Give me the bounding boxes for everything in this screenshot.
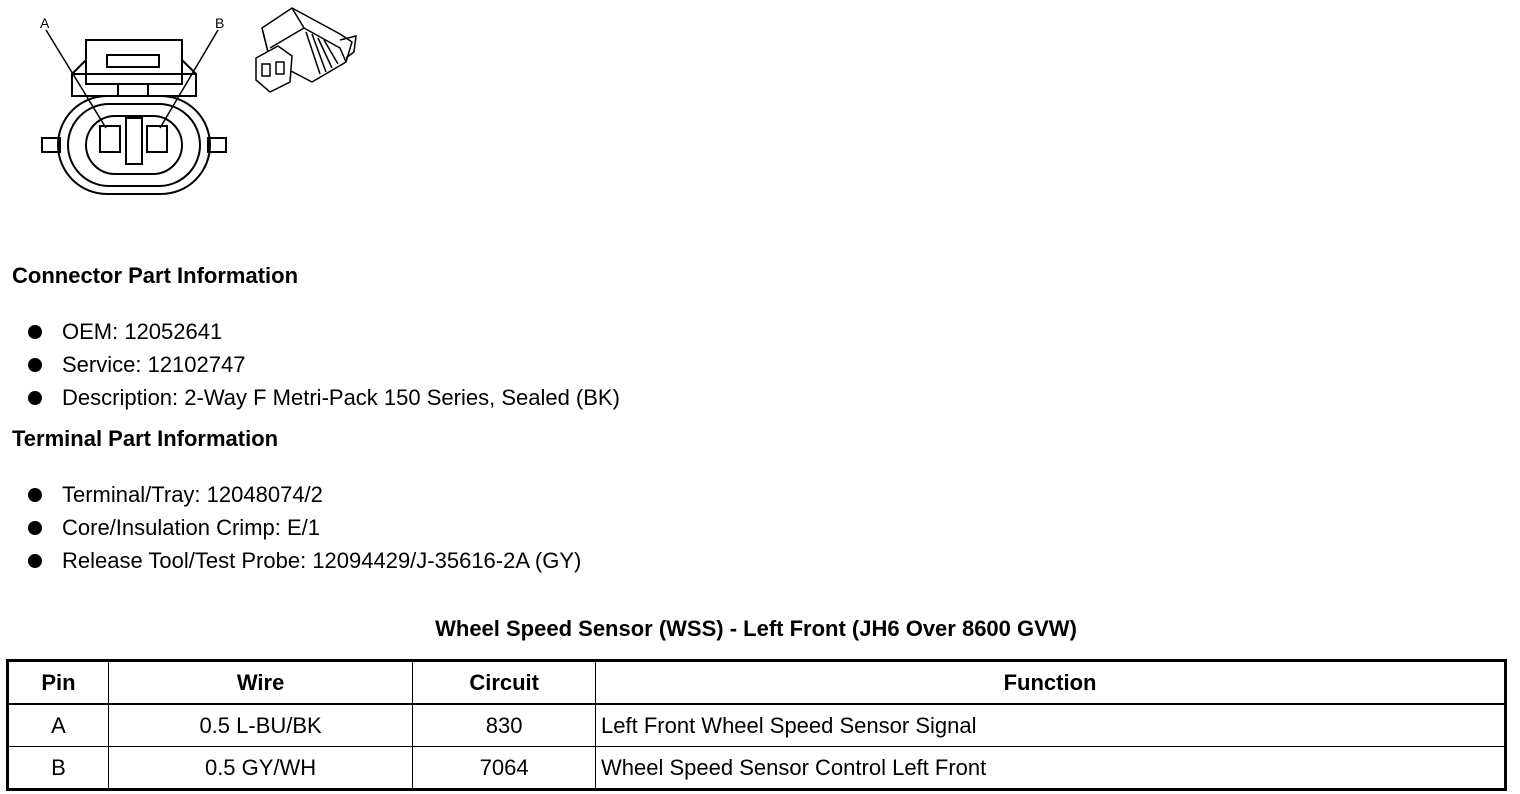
list-item: Terminal/Tray: 12048074/2 bbox=[28, 478, 581, 511]
cell-pin: A bbox=[8, 704, 109, 747]
cell-circuit: 7064 bbox=[413, 747, 596, 790]
cell-wire: 0.5 L-BU/BK bbox=[108, 704, 412, 747]
connector-face-view bbox=[42, 30, 226, 194]
header-circuit: Circuit bbox=[413, 661, 596, 705]
cell-function: Wheel Speed Sensor Control Left Front bbox=[596, 747, 1506, 790]
terminal-info-list bbox=[28, 478, 581, 577]
list-item: OEM: 12052641 bbox=[28, 315, 620, 348]
cell-wire: 0.5 GY/WH bbox=[108, 747, 412, 790]
pin-a-label: A bbox=[40, 15, 50, 31]
header-wire: Wire bbox=[108, 661, 412, 705]
pin-table bbox=[6, 659, 1507, 791]
connector-diagram bbox=[0, 0, 380, 210]
cell-function: Left Front Wheel Speed Sensor Signal bbox=[596, 704, 1506, 747]
pin-table-title: Wheel Speed Sensor (WSS) - Left Front (JH6 Over 8600 GVW) bbox=[435, 616, 1077, 641]
pin-b-label: B bbox=[215, 15, 225, 31]
connector-isometric-view bbox=[256, 8, 356, 92]
table-header-row bbox=[8, 661, 1506, 705]
terminal-section-heading: Terminal Part Information bbox=[12, 426, 279, 451]
connector-info-list bbox=[28, 315, 620, 414]
table-row bbox=[8, 704, 1506, 747]
cell-circuit: 830 bbox=[413, 704, 596, 747]
table-row bbox=[8, 747, 1506, 790]
list-item: Service: 12102747 bbox=[28, 348, 620, 381]
list-item: Core/Insulation Crimp: E/1 bbox=[28, 511, 581, 544]
list-item: Release Tool/Test Probe: 12094429/J-35616-2A (GY) bbox=[28, 544, 581, 577]
cell-pin: B bbox=[8, 747, 109, 790]
header-pin: Pin bbox=[8, 661, 109, 705]
header-function: Function bbox=[596, 661, 1506, 705]
connector-section-heading: Connector Part Information bbox=[12, 263, 299, 288]
list-item: Description: 2-Way F Metri-Pack 150 Series, Sealed (BK) bbox=[28, 381, 620, 414]
